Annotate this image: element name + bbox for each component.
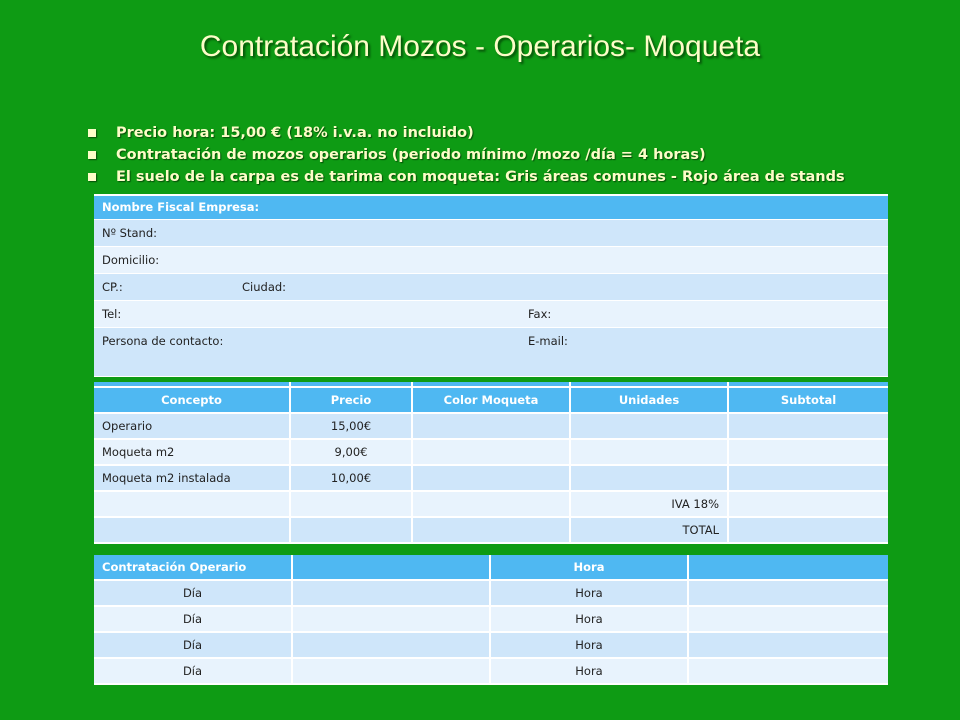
hiring-table [94, 555, 888, 685]
table-row [94, 632, 888, 658]
header-carpet-color: Color Moqueta [412, 387, 570, 413]
empty-cell [290, 517, 412, 543]
day-label: Día [94, 580, 292, 606]
header-hour: Hora [490, 555, 688, 580]
square-bullet-icon [88, 151, 96, 159]
bullet-price [88, 122, 845, 144]
square-bullet-icon [88, 173, 96, 181]
day-input-cell[interactable] [292, 606, 490, 632]
empty-cell [290, 491, 412, 517]
day-label: Día [94, 606, 292, 632]
phone-field[interactable]: Tel: [94, 300, 520, 327]
hour-label: Hora [490, 580, 688, 606]
concept-cell: Operario [94, 413, 290, 439]
total-value-cell[interactable] [728, 517, 888, 543]
iva-label: IVA 18% [570, 491, 728, 517]
subtotal-cell[interactable] [728, 439, 888, 465]
day-label: Día [94, 632, 292, 658]
table-row [94, 465, 888, 491]
bullet-hiring [88, 144, 845, 166]
header-hiring-operator: Contratación Operario [94, 555, 292, 580]
bullet-text: Precio hora: 15,00 € (18% i.v.a. no incluido) [116, 125, 474, 141]
empty-cell [94, 517, 290, 543]
header-price: Precio [290, 387, 412, 413]
postal-code-field[interactable]: CP.: [94, 273, 234, 300]
concept-cell: Moqueta m2 instalada [94, 465, 290, 491]
table-row [94, 491, 888, 517]
fax-field[interactable]: Fax: [520, 300, 888, 327]
total-label: TOTAL [570, 517, 728, 543]
carpet-color-cell[interactable] [412, 439, 570, 465]
empty-cell [412, 491, 570, 517]
carpet-color-cell[interactable] [412, 465, 570, 491]
hour-input-cell[interactable] [688, 632, 888, 658]
company-form-table [94, 194, 888, 377]
square-bullet-icon [88, 129, 96, 137]
stand-number-field[interactable]: Nº Stand: [94, 219, 888, 246]
address-field[interactable]: Domicilio: [94, 246, 888, 273]
table-row [94, 658, 888, 684]
page-title: Contratación Mozos - Operarios- Moqueta [199, 30, 761, 63]
day-input-cell[interactable] [292, 632, 490, 658]
header-empty [292, 555, 490, 580]
units-cell[interactable] [570, 465, 728, 491]
order-table [94, 382, 888, 544]
hour-label: Hora [490, 658, 688, 684]
subtotal-cell[interactable] [728, 465, 888, 491]
day-input-cell[interactable] [292, 580, 490, 606]
units-cell[interactable] [570, 413, 728, 439]
table-row [94, 439, 888, 465]
table-row [94, 413, 888, 439]
empty-cell [412, 517, 570, 543]
header-units: Unidades [570, 387, 728, 413]
price-cell: 9,00€ [290, 439, 412, 465]
hour-label: Hora [490, 632, 688, 658]
hour-input-cell[interactable] [688, 580, 888, 606]
bullet-floor [88, 166, 845, 188]
hour-input-cell[interactable] [688, 658, 888, 684]
bullet-text: El suelo de la carpa es de tarima con moqueta: Gris áreas comunes - Rojo área de stands [116, 169, 845, 185]
city-field[interactable]: Ciudad: [234, 273, 888, 300]
price-cell: 15,00€ [290, 413, 412, 439]
iva-value-cell[interactable] [728, 491, 888, 517]
header-empty [688, 555, 888, 580]
table-row [94, 517, 888, 543]
hour-input-cell[interactable] [688, 606, 888, 632]
day-input-cell[interactable] [292, 658, 490, 684]
subtotal-cell[interactable] [728, 413, 888, 439]
email-field[interactable]: E-mail: [520, 327, 888, 376]
table-row [94, 580, 888, 606]
table-row [94, 606, 888, 632]
day-label: Día [94, 658, 292, 684]
concept-cell: Moqueta m2 [94, 439, 290, 465]
contact-person-field[interactable]: Persona de contacto: [94, 327, 520, 376]
header-concept: Concepto [94, 387, 290, 413]
bullet-text: Contratación de mozos operarios (periodo mínimo /mozo /día = 4 horas) [116, 147, 706, 163]
info-bullets [88, 122, 845, 188]
units-cell[interactable] [570, 439, 728, 465]
carpet-color-cell[interactable] [412, 413, 570, 439]
header-subtotal: Subtotal [728, 387, 888, 413]
company-name-label[interactable]: Nombre Fiscal Empresa: [94, 195, 888, 219]
hour-label: Hora [490, 606, 688, 632]
empty-cell [94, 491, 290, 517]
price-cell: 10,00€ [290, 465, 412, 491]
